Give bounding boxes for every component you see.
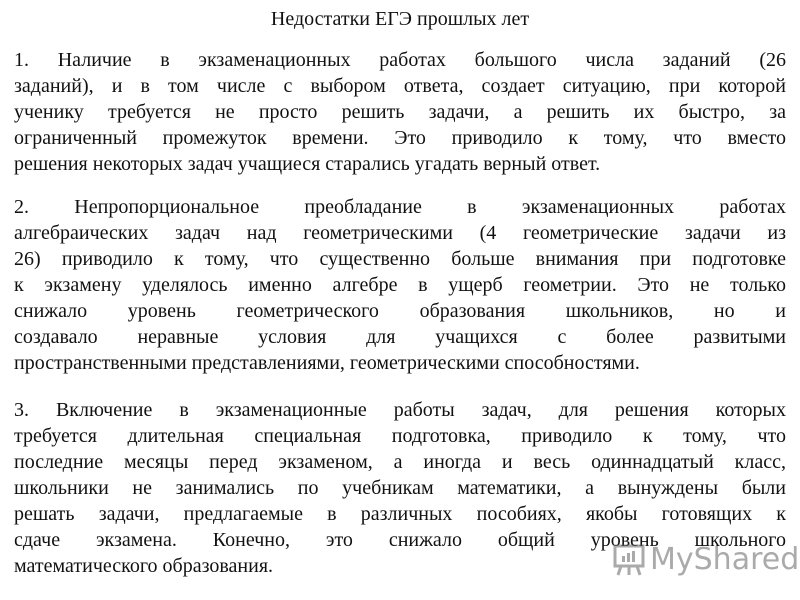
text-line: решать задачи, предлагаемые в различных пособиях, якобы готовящих к: [14, 503, 786, 525]
watermark-text: MyShared: [650, 542, 800, 577]
text-line: 3. Включение в экзаменационные работы задач, для решения которых: [14, 399, 786, 421]
text-line: ученику требуется не просто решить задачи, а решить их быстро, за: [14, 101, 786, 123]
text-line: последние месяцы перед экзаменом, а иногда и весь одиннадцатый класс,: [14, 451, 786, 473]
text-line: 1. Наличие в экзаменационных работах большого числа заданий (26: [14, 49, 786, 71]
text-line: ограниченный промежуток времени. Это приводило к тому, что вместо: [14, 127, 786, 149]
text-line: сдаче экзамена. Конечно, это снижало общий уровень школьного: [14, 529, 786, 551]
text-line: алгебраических задач над геометрическими (4 геометрические задачи из: [14, 222, 786, 244]
text-line: математического образования.: [14, 555, 274, 577]
text-line: создавало неравные условия для учащихся с более развитыми: [14, 326, 786, 348]
text-line: к экзамену уделялось именно алгебре в ущерб геометрии. Это не только: [14, 274, 786, 296]
watermark-logo: [612, 542, 799, 577]
paragraph-2: [14, 194, 786, 376]
paragraph-1: [14, 47, 786, 177]
text-line: 2. Непропорциональное преобладание в экзаменационных работах: [14, 196, 786, 218]
text-line: решения некоторых задач учащиеся старались угадать верный ответ.: [14, 153, 601, 175]
presentation-board-icon: [612, 543, 646, 577]
text-line: заданий), и в том числе с выбором ответа, создает ситуацию, при которой: [14, 75, 786, 97]
text-line: требуется длительная специальная подготовка, приводило к тому, что: [14, 425, 786, 447]
slide-title: Недостатки ЕГЭ прошлых лет: [270, 8, 530, 30]
text-line: школьники не занимались по учебникам математики, а вынуждены были: [14, 477, 786, 499]
text-line: пространственными представлениями, геометрическими способностями.: [14, 352, 640, 374]
text-line: 26) приводило к тому, что существенно больше внимания при подготовке: [14, 248, 786, 270]
text-line: снижало уровень геометрического образования школьников, но и: [14, 300, 786, 322]
